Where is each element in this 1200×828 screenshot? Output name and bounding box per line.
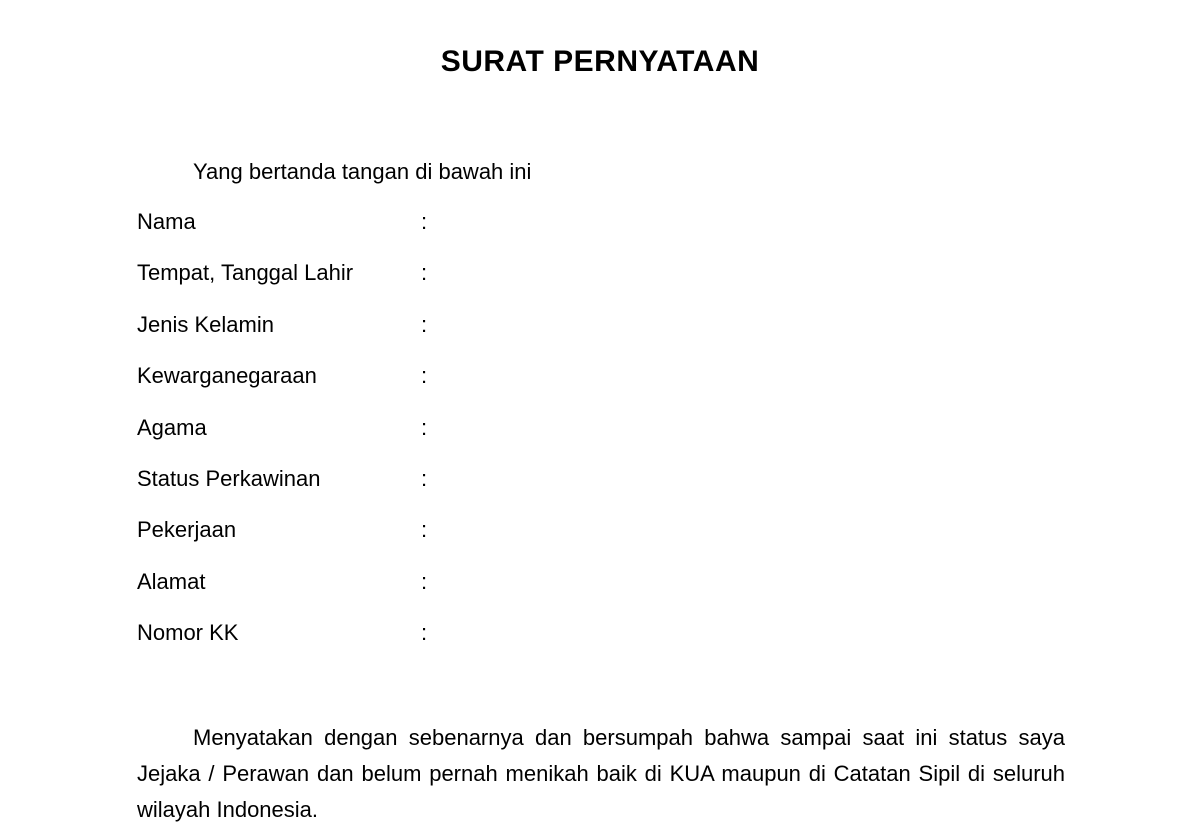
field-colon: :: [421, 363, 428, 389]
field-row-nomor-kk: [137, 617, 1037, 668]
field-colon: :: [421, 260, 428, 286]
field-colon: :: [421, 517, 428, 543]
field-colon: :: [421, 209, 428, 234]
identity-fields: [137, 206, 1037, 669]
intro-text: Yang bertanda tangan di bawah ini: [193, 159, 532, 184]
field-label: Jenis Kelamin: [137, 311, 274, 337]
field-label: Nomor KK: [137, 620, 239, 646]
field-row-agama: [137, 412, 1037, 463]
field-colon: :: [421, 311, 428, 337]
statement-paragraph: Menyatakan dengan sebenarnya dan bersumpah bahwa sampai saat ini status saya Jejaka / Perawan dan belum pernah menikah baik di KUA maupun di Catatan Sipil di seluruh wilayah Indonesia.: [137, 725, 1065, 822]
field-label: Agama: [137, 414, 207, 440]
field-row-jenis-kelamin: [137, 309, 1037, 360]
field-colon: :: [421, 620, 428, 646]
field-row-kewarganegaraan: [137, 360, 1037, 411]
field-label: Status Perkawinan: [137, 465, 321, 491]
field-label: Pekerjaan: [137, 517, 237, 543]
field-label: Tempat, Tanggal Lahir: [137, 260, 354, 286]
field-row-status-perkawinan: [137, 463, 1037, 514]
field-label: Kewarganegaraan: [137, 363, 317, 389]
field-colon: :: [421, 414, 428, 440]
field-label: Alamat: [137, 568, 206, 594]
field-label: Nama: [137, 209, 196, 234]
field-row-pekerjaan: [137, 514, 1037, 565]
field-colon: :: [421, 568, 428, 594]
field-row-tempat-tanggal-lahir: [137, 257, 1037, 308]
field-row-alamat: [137, 566, 1037, 617]
field-colon: :: [421, 465, 428, 491]
field-row-nama: [137, 206, 1037, 257]
document-title: SURAT PERNYATAAN: [440, 45, 760, 78]
